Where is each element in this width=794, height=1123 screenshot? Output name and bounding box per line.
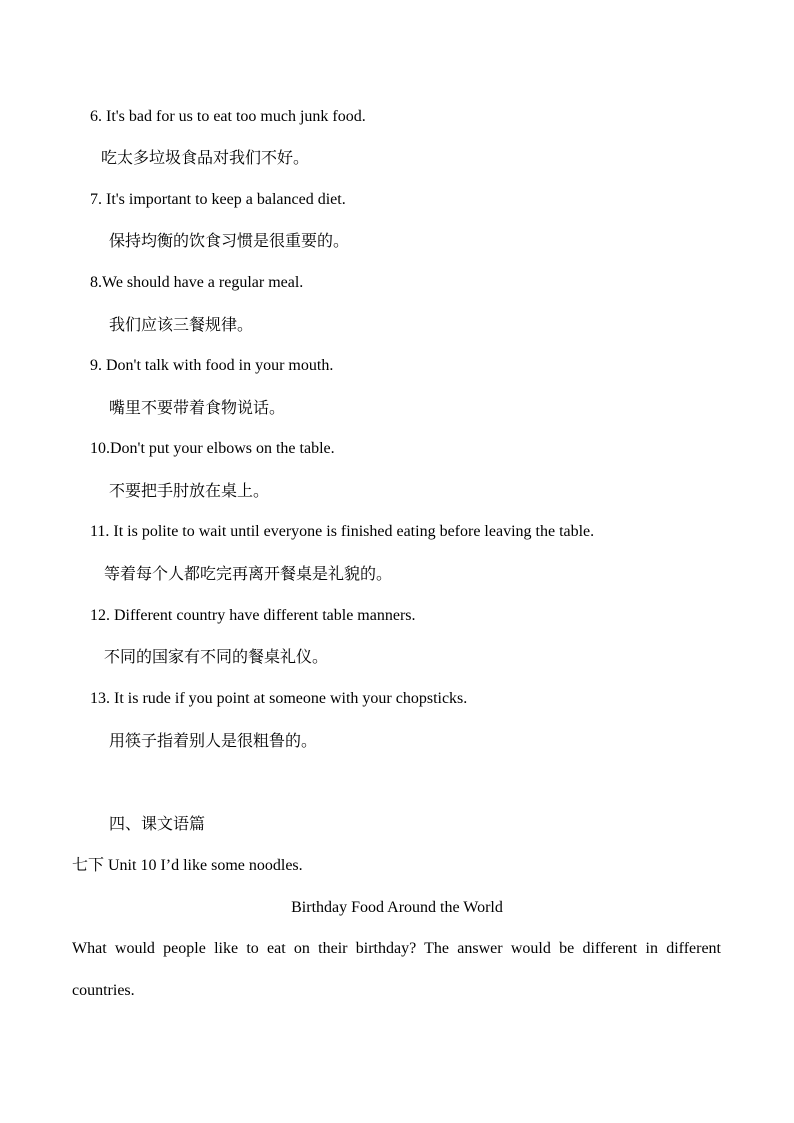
sentence-9-en: 9. Don't talk with food in your mouth.	[90, 357, 334, 374]
sentence-12-en: 12. Different country have different table manners.	[90, 607, 416, 624]
passage-paragraph: What would people like to eat on their birthday? The answer would be different in different countries.	[72, 940, 721, 999]
sentence-6-en: 6. It's bad for us to eat too much junk food.	[90, 108, 366, 125]
sentence-10-en: 10.Don't put your elbows on the table.	[90, 440, 335, 457]
sentence-13-en: 13. It is rude if you point at someone with your chopsticks.	[90, 690, 468, 707]
section-heading: 四、课文语篇	[109, 814, 206, 833]
sentence-11-zh: 等着每个人都吃完再离开餐桌是礼貌的。	[104, 564, 393, 583]
sentence-9-zh: 嘴里不要带着食物说话。	[109, 398, 286, 417]
sentence-7-en: 7. It's important to keep a balanced diet.	[90, 191, 346, 208]
unit-line: 七下 Unit 10 I’d like some noodles.	[72, 857, 303, 874]
sentence-7-zh: 保持均衡的饮食习惯是很重要的。	[109, 231, 350, 250]
passage-title: Birthday Food Around the World	[291, 899, 503, 916]
sentence-12-zh: 不同的国家有不同的餐桌礼仪。	[104, 647, 329, 666]
sentence-6-zh: 吃太多垃圾食品对我们不好。	[101, 148, 310, 167]
sentence-8-zh: 我们应该三餐规律。	[109, 315, 254, 334]
sentence-13-zh: 用筷子指着别人是很粗鲁的。	[109, 731, 318, 750]
sentence-10-zh: 不要把手肘放在桌上。	[109, 481, 270, 500]
sentence-11-en: 11. It is polite to wait until everyone is finished eating before leaving the table.	[90, 523, 595, 540]
sentence-8-en: 8.We should have a regular meal.	[90, 274, 304, 291]
